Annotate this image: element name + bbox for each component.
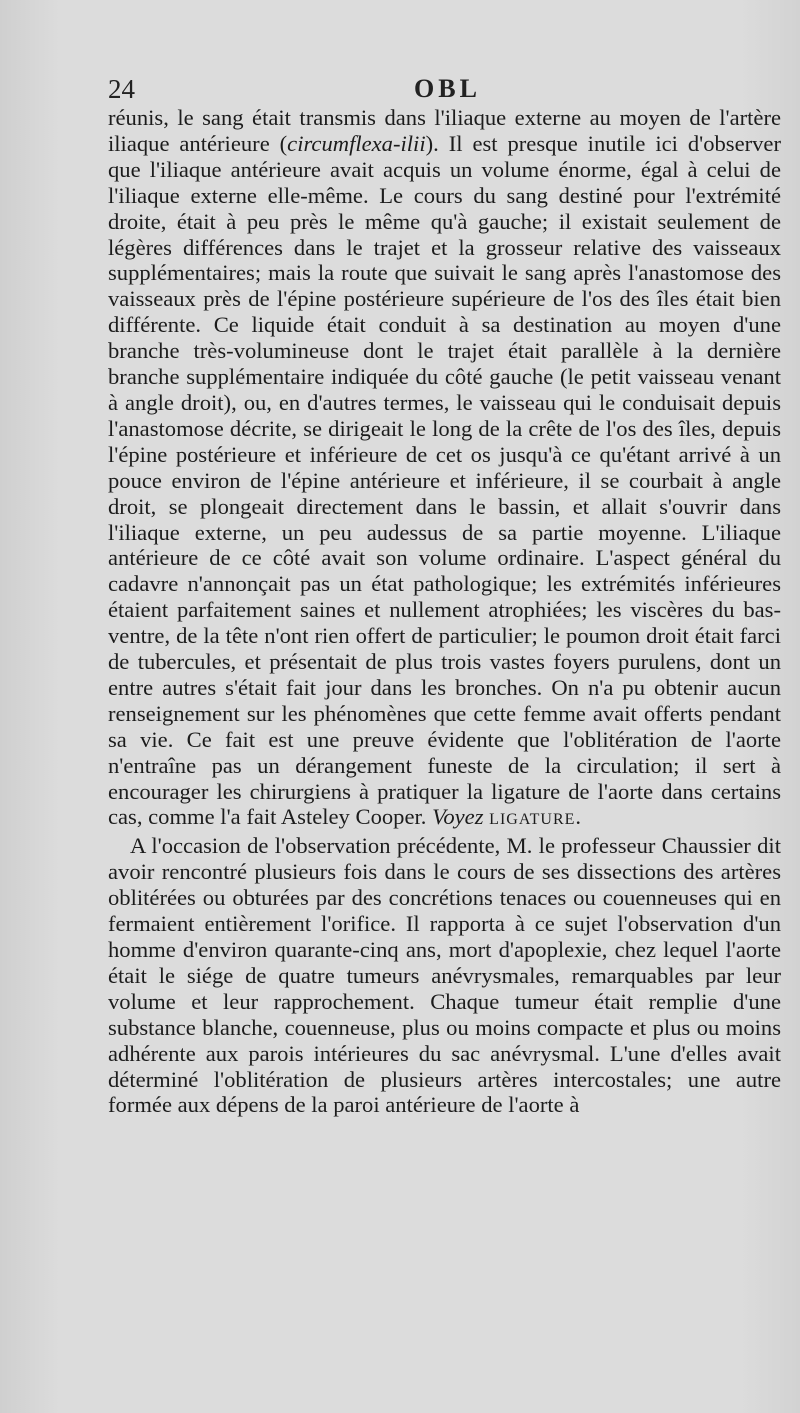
cross-reference-voyez: Voyez [432, 804, 484, 830]
paragraph-1-part-3: . [575, 804, 582, 830]
paragraph-2: A l'occasion de l'observation précédente, M. le professeur Chaussier dit avoir rencontré plusieurs fois dans le cours de ses dissections des artères oblitérées ou obturées par des concrétions tenaces ou couenneuses qui en fermaient entièrement l'orifice. Il rapporta à ce sujet l'observation d'un homme d'environ quarante-cinq ans, mort d'apoplexie, chez lequel l'aorte était le siége de quatre tumeurs anévrysmales, remarquables par leur volume et leur rapprochement. Chaque tumeur était remplie d'une substance blanche, couenneuse, plus ou moins compacte et plus ou moins adhérente aux parois intérieures du sac anévrysmal. L'une d'elles avait déterminé l'oblitération de plusieurs artères intercostales; une autre formée aux dépens de la paroi antérieure de l'aorte à [108, 833, 781, 1118]
paragraph-1-italic-term: circumflexa-ilii [287, 130, 426, 156]
page-header [108, 74, 788, 108]
paragraph-1-part-2: ). Il est presque inutile ici d'observer que l'iliaque antérieure avait acquis un volume énorme, égal à celui de l'iliaque externe elle-même. Le cours du sang destiné pour l'extrémité droite, était à peu près le même qu'à gauche; il existait seulement de légères différences dans le trajet et la grosseur relative des vaisseaux supplémentaires; mais la route que suivait le sang après l'anastomose des vaisseaux près de l'épine postérieure supérieure de l'os des îles était bien différente. Ce liquide était conduit à sa destination au moyen d'une branche très-volumineuse dont le trajet était parallèle à la dernière branche supplémentaire indiquée du côté gauche (le petit vaisseau venant à angle droit), ou, en d'autres termes, le vaisseau qui le conduisait depuis l'anastomose décrite, se dirigeait le long de la crête de l'os des îles, depuis l'épine postérieure et inférieure de cet os jusqu'à ce qu'étant arrivé à un pouce environ de l'épine antérieure et inférieure, il se courbait à angle droit, se plongeait directement dans le bassin, et allait s'ouvrir dans l'iliaque externe, un peu audessus de sa partie moyenne. L'iliaque antérieure de ce côté avait son volume ordinaire. L'aspect général du cadavre n'annonçait pas un état pathologique; les extrémités inférieures étaient parfaitement saines et nullement atrophiées; les viscères du bas-ventre, de la tête n'ont rien offert de particulier; le poumon droit était farci de tubercules, et présentait de plus trois vastes foyers purulens, dont un entre autres s'était fait jour dans les bronches. On n'a pu obtenir aucun renseignement sur les phénomènes que cette femme avait offerts pendant sa vie. Ce fait est une preuve évidente que l'oblitération de l'aorte n'entraîne pas un dérangement funeste de la circulation; il sert à encourager les chirurgiens à pratiquer la ligature de l'aorte dans certains cas, comme l'a fait Asteley Cooper. [108, 130, 781, 830]
paragraph-1 [108, 105, 781, 833]
paragraph-1-part-1: réunis, le sang était transmis dans l'iliaque externe au moyen de l'artère iliaque antérieure ( [108, 105, 781, 156]
running-head: OBL [414, 74, 481, 103]
body-text [108, 105, 781, 1118]
page-number: 24 [108, 74, 135, 104]
cross-reference-ligature: LIGATURE [489, 811, 576, 829]
